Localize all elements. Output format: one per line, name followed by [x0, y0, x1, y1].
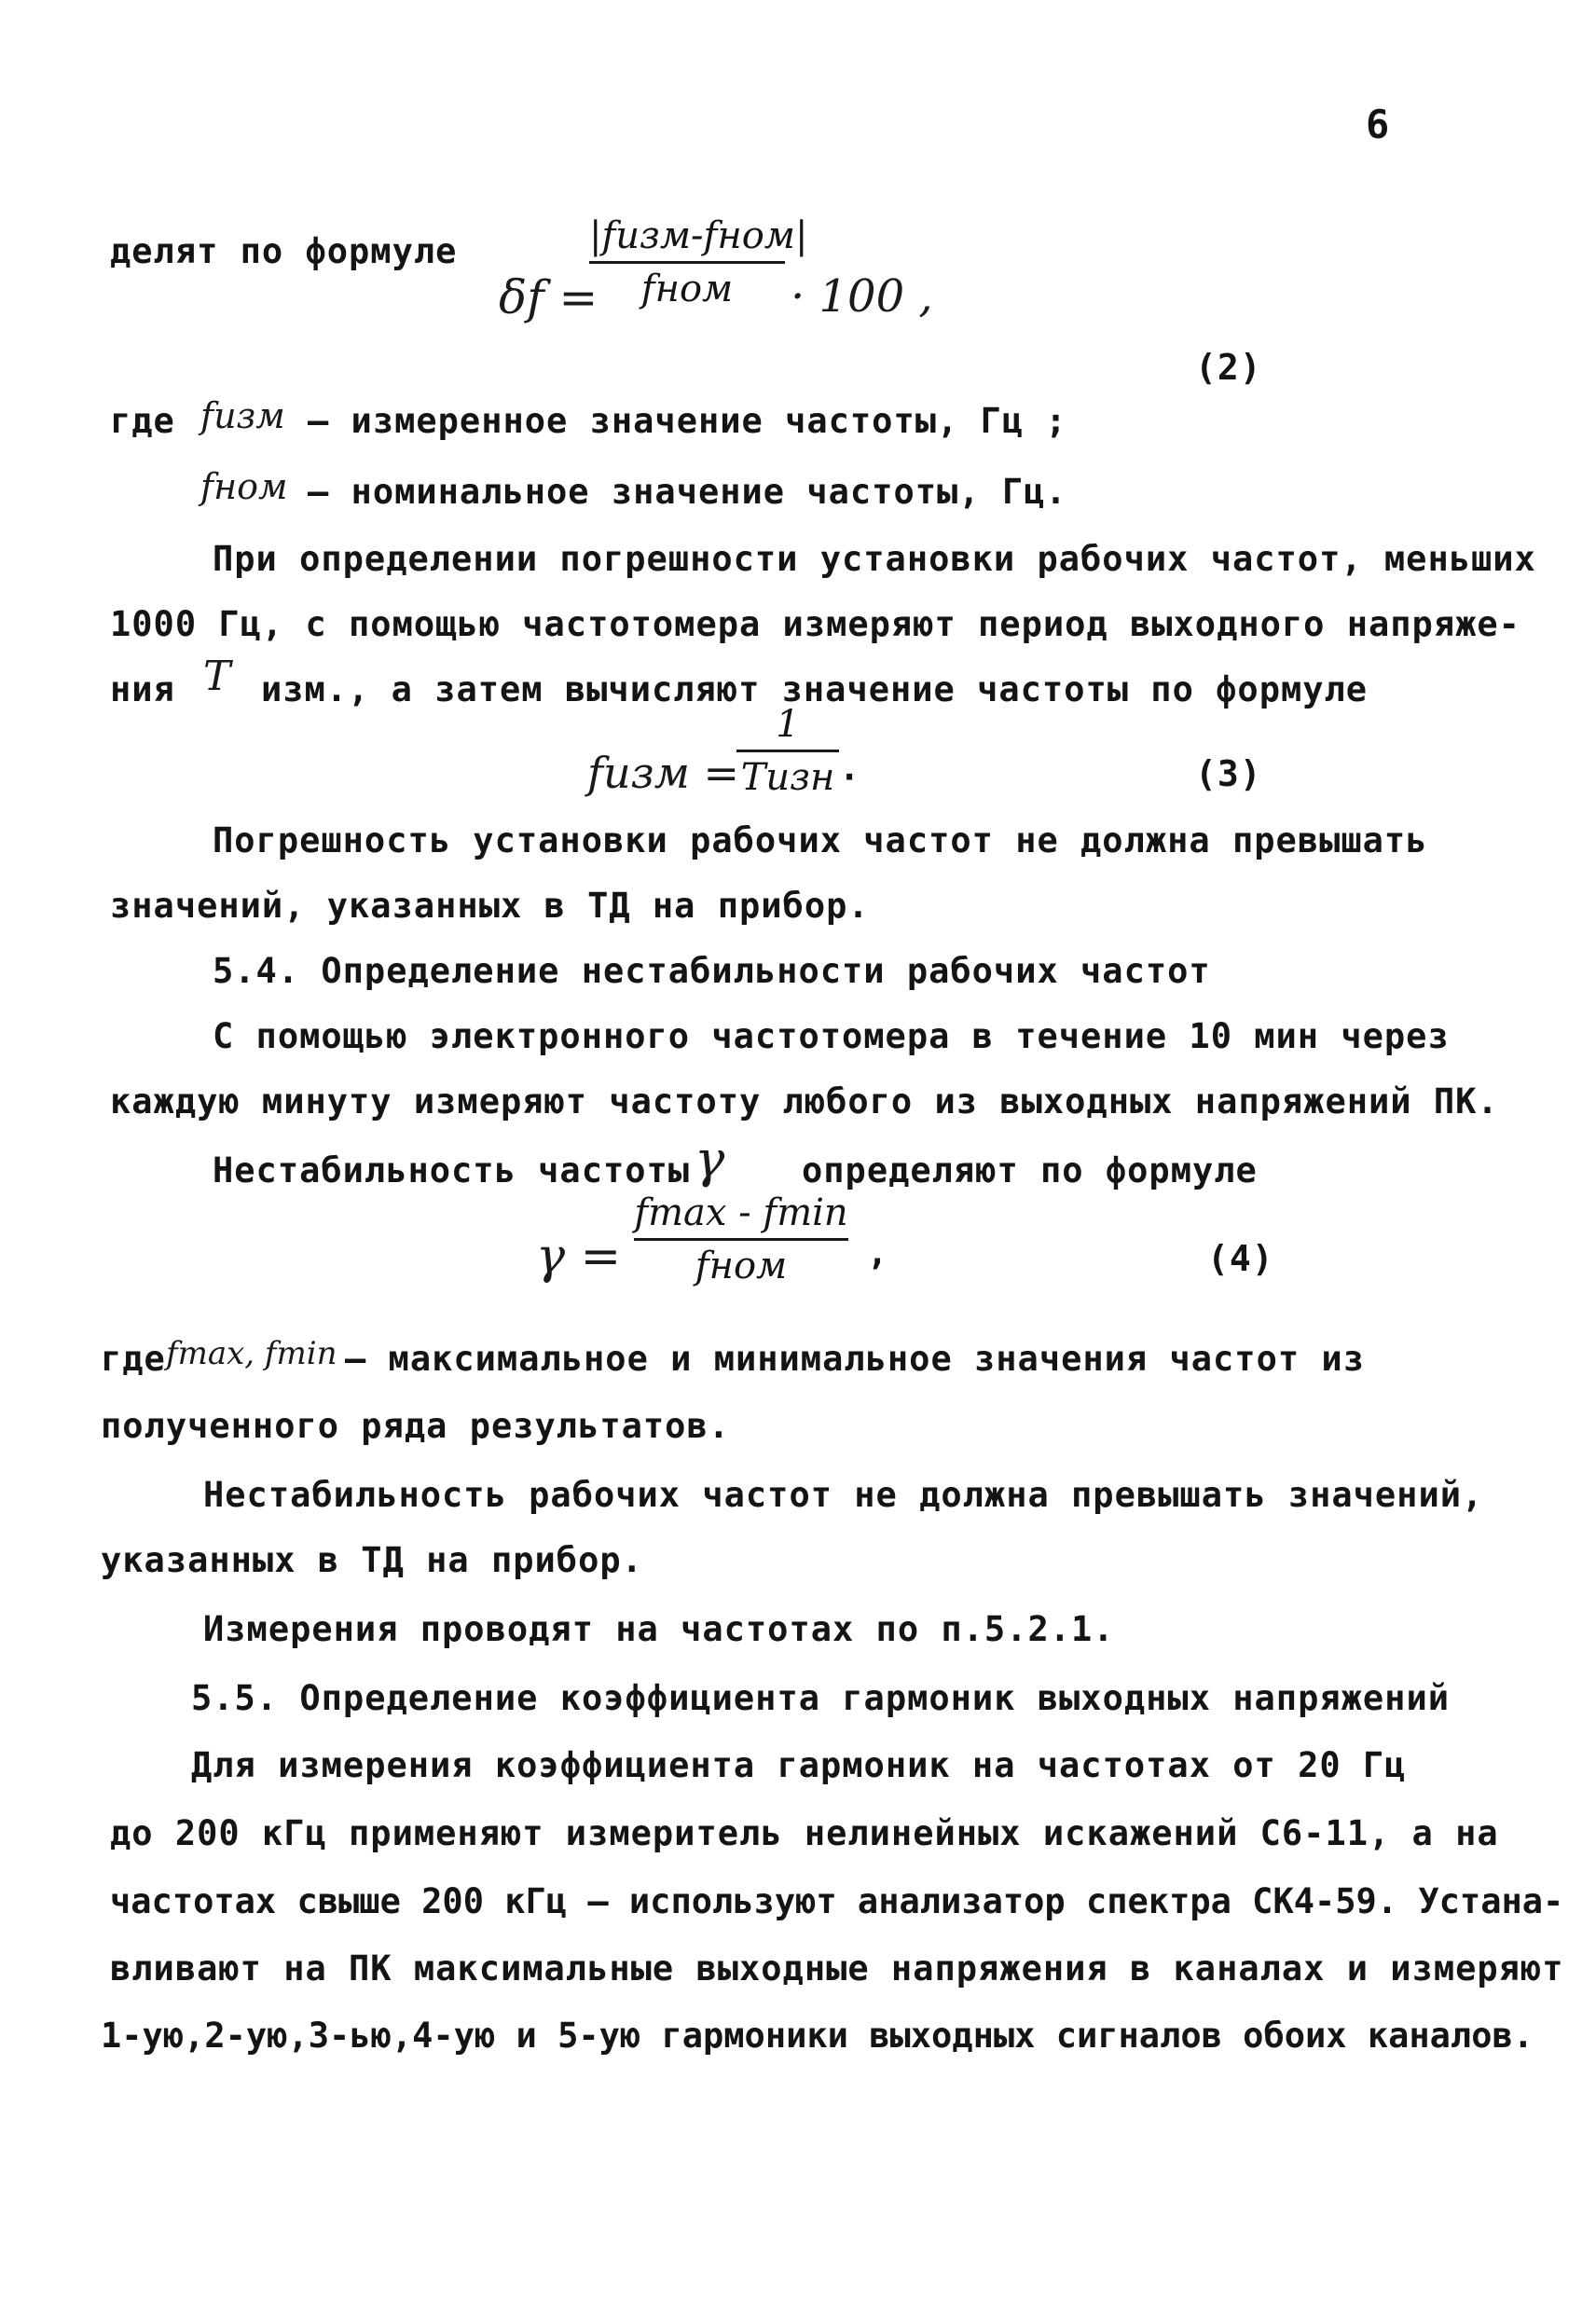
text-line-4: При определении погрешности установки рабочих частот, меньших	[213, 539, 1536, 579]
text-line-21: частотах свыше 200 кГц – используют анализатор спектра СК4-59. Устана-	[110, 1881, 1564, 1921]
text-line-12-part-1: Нестабильность частоты	[213, 1150, 691, 1190]
eq2-denominator: fном	[640, 268, 734, 310]
eq2-numerator: |fизм-fном|	[589, 214, 808, 257]
text-line-23: 1-ую,2-ую,3-ью,4-ую и 5-ую гармоники выходных сигналов обоих каналов.	[101, 2016, 1534, 2056]
text-line-14: полученного ряда результатов.	[101, 1406, 731, 1446]
eq3-fraction	[736, 701, 839, 801]
text-line-8: значений, указанных в ТД на прибор.	[110, 886, 870, 926]
eq2-fraction-bar	[589, 261, 785, 264]
symbol-f-izm: fизм	[200, 395, 285, 436]
text-line-13-prefix: где	[101, 1339, 166, 1379]
text-line-10: С помощью электронного частотомера в течение 10 мин через	[213, 1016, 1450, 1056]
text-line-12-part-2: определяют по формуле	[802, 1150, 1258, 1190]
eq4-rhs: ,	[867, 1232, 889, 1273]
text-line-22: вливают на ПК максимальные выходные напряжения в каналах и измеряют	[110, 1948, 1564, 1989]
eq3-numerator: 1	[776, 703, 800, 746]
text-line-6: изм., а затем вычисляют значение частоты по формуле	[261, 669, 1369, 709]
text-line-1: делят по формуле	[110, 231, 458, 271]
text-line-17: Измерения проводят на частотах по п.5.2.1.	[203, 1609, 1115, 1649]
section-heading-5-4: 5.4. Определение нестабильности рабочих частот	[213, 951, 1211, 991]
text-line-7: Погрешность установки рабочих частот не должна превышать	[213, 820, 1428, 860]
where-prefix: где	[110, 401, 175, 441]
eq2-rhs: · 100 ,	[791, 270, 933, 323]
where-line-1-text: – измеренное значение частоты, Гц ;	[308, 401, 1067, 441]
text-line-20: до 200 кГц применяют измеритель нелинейных искажений С6-11, а на	[110, 1813, 1499, 1853]
text-line-19: Для измерения коэффициента гармоник на частотах от 20 Гц	[191, 1745, 1407, 1785]
section-heading-5-5: 5.5. Определение коэффициента гармоник выходных напряжений	[191, 1678, 1451, 1718]
eq4-lhs: γ =	[536, 1229, 622, 1285]
symbol-T: T	[203, 653, 231, 700]
where-line-2-text: – номинальное значение частоты, Гц.	[308, 472, 1067, 512]
page-number: 6	[1366, 102, 1391, 147]
eq3-lhs: fизм =	[587, 748, 740, 798]
symbol-f-nom: fном	[200, 466, 288, 507]
text-line-16: указанных в ТД на прибор.	[101, 1540, 643, 1580]
text-line-15: Нестабильность рабочих частот не должна превышать значений,	[203, 1475, 1484, 1515]
eq2-number: (2)	[1195, 347, 1262, 388]
eq4-numerator: fmax - fmin	[634, 1191, 848, 1234]
eq2-fraction	[589, 213, 808, 312]
eq4-denominator: fном	[695, 1245, 788, 1287]
text-line-5: 1000 Гц, с помощью частотомера измеряют период выходного напряже-	[110, 604, 1520, 644]
eq3-number: (3)	[1195, 753, 1262, 794]
text-line-11: каждую минуту измеряют частоту любого из выходных напряжений ПК.	[110, 1081, 1499, 1122]
symbol-gamma: γ	[695, 1130, 725, 1189]
eq3-rhs: ·	[839, 757, 861, 797]
eq4-fraction	[634, 1190, 848, 1289]
text-line-6-prefix: ния	[110, 669, 175, 709]
eq3-denominator: Тизн	[740, 756, 835, 799]
symbol-fmax-fmin: fmax, fmin	[166, 1335, 337, 1372]
eq4-fraction-bar	[634, 1238, 848, 1241]
eq4-number: (4)	[1207, 1238, 1274, 1279]
eq2-lhs: δf =	[499, 270, 598, 324]
text-line-13: – максимальное и минимальное значения частот из	[345, 1339, 1365, 1379]
eq3-fraction-bar	[736, 750, 839, 752]
